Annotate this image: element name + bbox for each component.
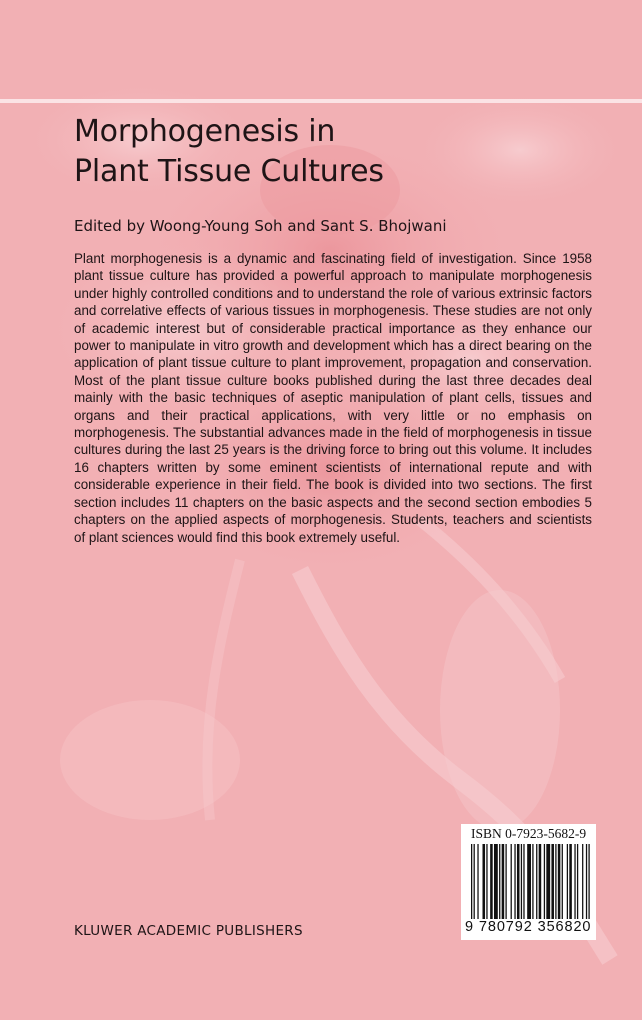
isbn-barcode-box [461,824,596,940]
book-title [74,112,594,192]
book-description: Plant morphogenesis is a dynamic and fascinating field of investigation. Since 1958 plant tissue culture has provided a powerful approach to manipulate morphogenesis under highly controlled conditions and to understand the role of various extrinsic factors and correlative effects of various tissues in morphogenesis. These studies are not only of academic interest but of considerable practical importance as they enhance our power to manipulate in vitro growth and development which has a direct bearing on the application of plant tissue culture to plant improvement, propagation and conservation. Most of the plant tissue culture books published during the last three decades deal mainly with the basic techniques of aseptic manipulation of plant cells, tissues and organs and their practical applications, with very little or no emphasis on morphogenesis. The substantial advances made in the field of morphogenesis in tissue cultures during the last 25 years is the driving force to bring out this volume. It includes 16 chapters written by some eminent scientists of international repute and with considerable experience in their field. The book is divided into two sections. The first section includes 11 chapters on the basic aspects and the second section embodies 5 chapters on the applied aspects of morphogenesis. Students, teachers and scientists of plant sciences would find this book extremely useful. [74,251,592,545]
isbn-label: ISBN 0-7923-5682-9 [471,826,587,841]
editors-line: Edited by Woong-Young Soh and Sant S. Bhojwani [74,217,447,235]
book-title-line-2: Plant Tissue Cultures [74,154,384,189]
top-divider-rule [0,99,642,103]
barcode-icon [471,844,591,919]
publisher-name: KLUWER ACADEMIC PUBLISHERS [74,923,303,939]
book-title-line-1: Morphogenesis in [74,114,336,149]
barcode-digits: 9 780792 356820 [465,919,592,935]
